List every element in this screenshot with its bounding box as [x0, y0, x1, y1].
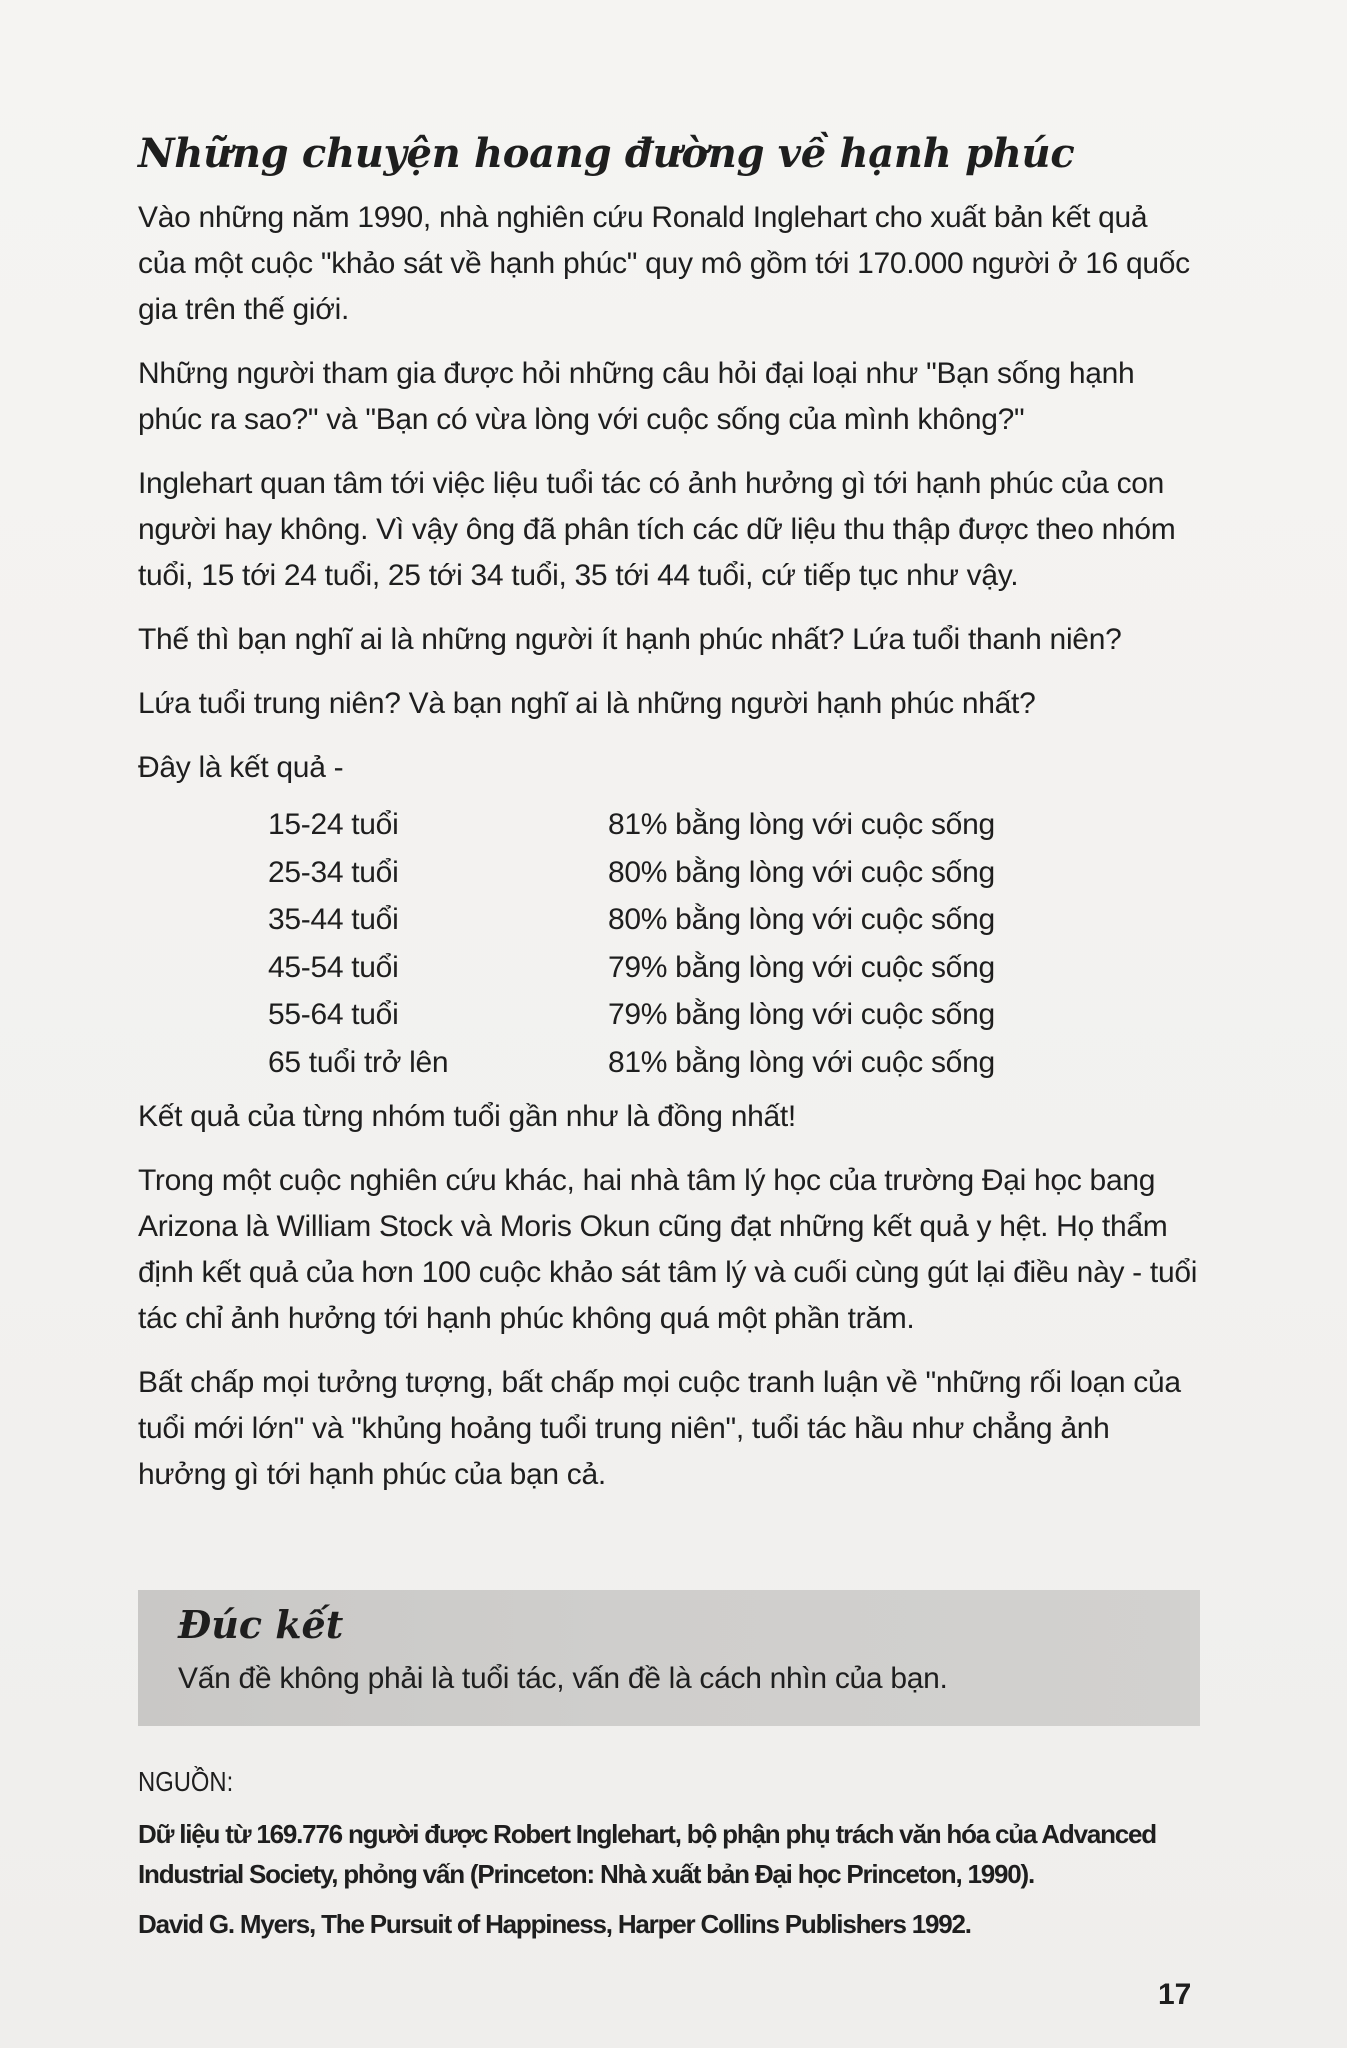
paragraph-arizona-study: Trong một cuộc nghiên cứu khác, hai nhà tâm lý học của trường Đại học bang Arizona là William Stock và Moris Okun cũng đạt những kết quả y hệt. Họ thẩm định kết quả của hơn 100 cuộc khảo sát tâm lý và cuối cùng gút lại điều này - tuổi tác chỉ ảnh hưởng tới hạnh phúc không quá một phần trăm.	[138, 1164, 1198, 1335]
results-list	[268, 801, 1168, 1086]
page-number: 17	[1158, 1978, 1192, 2011]
sources-section	[138, 1766, 1198, 1954]
results-row	[268, 896, 1168, 944]
satisfaction-result: 81% bằng lòng với cuộc sống	[608, 808, 995, 841]
source-item: Dữ liệu từ 169.776 người được Robert Inglehart, bộ phận phụ trách văn hóa của Advanced Industrial Society, phỏng vấn (Princeton: Nhà xuất bản Đại học Princeton, 1990).	[138, 1819, 1156, 1889]
results-row	[268, 849, 1168, 897]
results-row	[268, 944, 1168, 992]
paragraph-questions: Những người tham gia được hỏi những câu hỏi đại loại như "Bạn sống hạnh phúc ra sao?" và "Bạn có vừa lòng với cuộc sống của mình không?"	[138, 357, 1135, 436]
sources-heading: NGUỒN:	[138, 1766, 234, 1797]
paragraph-question-most-happy: Lứa tuổi trung niên? Và bạn nghĩ ai là những người hạnh phúc nhất?	[138, 687, 1036, 720]
age-group: 15-24 tuổi	[268, 808, 399, 841]
results-row	[268, 801, 1168, 849]
paragraph-intro: Vào những năm 1990, nhà nghiên cứu Ronald Inglehart cho xuất bản kết quả của một cuộc "khảo sát về hạnh phúc" quy mô gồm tới 170.000 người ở 16 quốc gia trên thế giới.	[138, 201, 1190, 326]
satisfaction-result: 80% bằng lòng với cuộc sống	[608, 855, 995, 889]
age-group: 65 tuổi trở lên	[268, 1045, 449, 1079]
summary-text: Vấn đề không phải là tuổi tác, vấn đề là cách nhìn của bạn.	[178, 1662, 948, 1695]
satisfaction-result: 79% bằng lòng với cuộc sống	[608, 950, 995, 984]
paragraph-analysis: Inglehart quan tâm tới việc liệu tuổi tác có ảnh hưởng gì tới hạnh phúc của con người hay không. Vì vậy ông đã phân tích các dữ liệu thu thập được theo nhóm tuổi, 15 tới 24 tuổi, 25 tới 34 tuổi, 35 tới 44 tuổi, cứ tiếp tục như vậy.	[138, 467, 1176, 592]
results-row	[268, 991, 1168, 1039]
age-group: 55-64 tuổi	[268, 998, 399, 1031]
paragraph-uniform-result: Kết quả của từng nhóm tuổi gần như là đồng nhất!	[138, 1100, 796, 1133]
age-group: 35-44 tuổi	[268, 903, 399, 936]
source-item: David G. Myers, The Pursuit of Happiness, Harper Collins Publishers 1992.	[138, 1909, 971, 1939]
results-row	[268, 1039, 1168, 1087]
paragraph-question-least-happy: Thế thì bạn nghĩ ai là những người ít hạnh phúc nhất? Lứa tuổi thanh niên?	[138, 623, 1122, 656]
age-group: 25-34 tuổi	[268, 855, 399, 889]
satisfaction-result: 81% bằng lòng với cuộc sống	[608, 1045, 995, 1079]
age-group: 45-54 tuổi	[268, 950, 399, 984]
satisfaction-result: 80% bằng lòng với cuộc sống	[608, 903, 995, 936]
paragraph-results-intro: Đây là kết quả -	[138, 751, 344, 784]
satisfaction-result: 79% bằng lòng với cuộc sống	[608, 998, 995, 1031]
paragraph-conclusion: Bất chấp mọi tưởng tượng, bất chấp mọi cuộc tranh luận về "những rối loạn của tuổi mới lớn" và "khủng hoảng tuổi trung niên", tuổi tác hầu như chẳng ảnh hưởng gì tới hạnh phúc của bạn cả.	[138, 1366, 1181, 1491]
summary-title: Đúc kết	[178, 1602, 344, 1647]
main-content	[138, 130, 1198, 1516]
summary-box	[138, 1590, 1200, 1726]
section-title: Những chuyện hoang đường về hạnh phúc	[138, 130, 1075, 177]
